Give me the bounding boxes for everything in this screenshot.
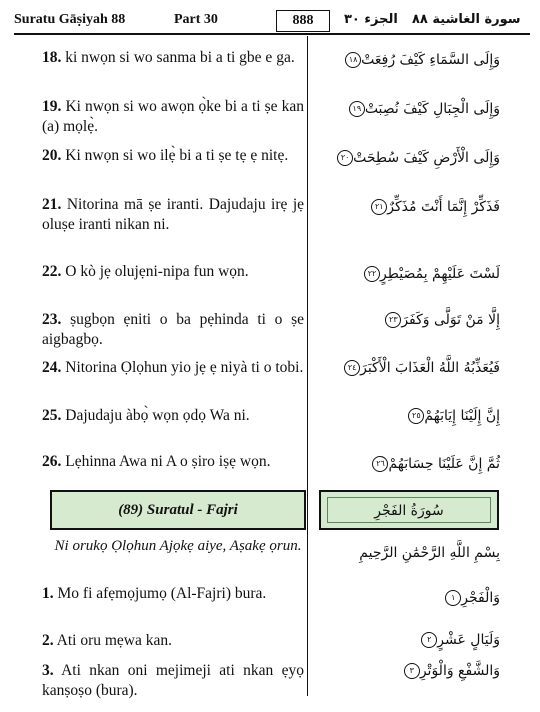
- verse-text: Mo fi afẹmọjumọ (Al-Fajri) bura.: [57, 585, 267, 602]
- arabic-verse-26: [370, 456, 500, 472]
- arabic-text: فَيُعَذِّبُهُ اللَّهُ الْعَذَابَ الْأَكْبَرَ: [360, 360, 500, 376]
- verse-text: Dajudaju àbọ̀ wọn ọdọ Wa ni.: [65, 407, 250, 424]
- verse-number: 24.: [42, 359, 62, 376]
- verse-end-marker: ٢: [421, 632, 437, 648]
- verse-end-marker: ١٨: [345, 52, 361, 68]
- verse-number: 25.: [42, 407, 62, 424]
- arabic-text: لَسْتَ عَلَيْهِمْ بِمُصَيْطِرٍ: [380, 266, 500, 282]
- arabic-text: وَلَيَالٍ عَشْرٍ: [437, 632, 500, 648]
- verse-end-marker: ٢٦: [372, 456, 388, 472]
- verse-end-marker: ٢٢: [364, 266, 380, 282]
- basmala-translation: Ni orukọ Ọlọhun Ajọkẹ aiye, Aṣakẹ ọrun.: [54, 538, 302, 554]
- arabic-text: وَالْفَجْرِ: [461, 590, 500, 606]
- arabic-verse-25: [406, 408, 500, 424]
- page-number: 888: [276, 10, 330, 32]
- column-divider: [307, 36, 308, 696]
- sura-title: (89) Suratul - Fajri: [118, 502, 238, 518]
- verse-number: 18.: [42, 49, 62, 66]
- verse-number: 21.: [42, 196, 62, 213]
- fajr-verse-2: [42, 631, 304, 651]
- verse-22: [42, 262, 304, 282]
- verse-number: 1.: [42, 585, 54, 602]
- verse-end-marker: ٣: [404, 663, 420, 679]
- verse-text: Ki nwọn si wo awọn ọ̀ke bi a ti ṣe kan (a) mọlẹ̀.: [42, 98, 304, 135]
- verse-number: 3.: [42, 662, 54, 679]
- verse-text: ṣugbọn ẹniti o ba pẹhinda ti o ṣe aigbagbọ.: [42, 311, 304, 348]
- arabic-text: وَإِلَى السَّمَاءِ كَيْفَ رُفِعَتْ: [361, 52, 500, 68]
- arabic-verse-21: [369, 199, 500, 215]
- verse-number: 20.: [42, 147, 62, 164]
- verse-end-marker: ٢٤: [344, 360, 360, 376]
- page-header: [14, 10, 530, 34]
- header-arabic-part: الجزء ٣٠: [344, 12, 398, 27]
- header-arabic-title: سورة الغاشية ٨٨: [412, 12, 521, 27]
- verse-number: 22.: [42, 263, 62, 280]
- verse-end-marker: ٢٣: [385, 312, 401, 328]
- verse-19: [42, 97, 304, 137]
- header-rule: [14, 33, 530, 35]
- verse-20: [42, 146, 304, 166]
- fajr-verse-3: [42, 661, 304, 701]
- verse-25: [42, 406, 304, 426]
- verse-21: [42, 195, 304, 235]
- arabic-verse-18: [343, 52, 500, 68]
- arabic-verse-22: [362, 266, 500, 282]
- verse-number: 2.: [42, 632, 54, 649]
- arabic-sura-title-box: [319, 490, 499, 530]
- arabic-text: إِنَّ إِلَيْنَا إِيَابَهُمْ: [424, 408, 500, 424]
- verse-23: [42, 310, 304, 350]
- verse-text: ki nwọn si wo sanma bi a ti gbe e ga.: [65, 49, 295, 66]
- verse-end-marker: ٢٥: [408, 408, 424, 424]
- basmala-arabic: بِسْمِ اللَّهِ الرَّحْمَٰنِ الرَّحِيمِ: [359, 545, 500, 561]
- verse-end-marker: ٢١: [371, 199, 387, 215]
- verse-number: 23.: [42, 311, 62, 328]
- verse-end-marker: ١٩: [349, 101, 365, 117]
- verse-number: 26.: [42, 453, 62, 470]
- header-sura-title: Suratu Gāṣiyah 88: [14, 12, 126, 27]
- header-part: Part 30: [174, 12, 218, 27]
- verse-text: Ki nwọn si wo ilẹ̀ bi a ti ṣe tẹ ẹ nitẹ.: [65, 147, 289, 164]
- arabic-verse-19: [347, 101, 500, 117]
- arabic-text: وَإِلَى الْأَرْضِ كَيْفَ سُطِحَتْ: [353, 150, 500, 166]
- arabic-text: ثُمَّ إِنَّ عَلَيْنَا حِسَابَهُمْ: [388, 456, 500, 472]
- arabic-text: وَإِلَى الْجِبَالِ كَيْفَ نُصِبَتْ: [364, 101, 500, 117]
- arabic-text: وَالشَّفْعِ وَالْوَتْرِ: [419, 663, 500, 679]
- verse-text: Lẹhinna Awa ni A o ṣiro iṣẹ wọn.: [65, 453, 271, 470]
- verse-text: Nitorina mā ṣe iranti. Dajudaju irẹ jẹ oluṣe iranti nikan ni.: [42, 196, 305, 233]
- arabic-verse-20: [335, 150, 500, 166]
- arabic-text: إِلَّا مَنْ تَوَلَّى وَكَفَرَ: [401, 312, 500, 328]
- verse-text: Nitorina Ọlọhun yio jẹ ẹ niyà ti o tobi.: [65, 359, 304, 376]
- verse-number: 19.: [42, 98, 62, 115]
- verse-text: Ati nkan oni mejimeji ati nkan ẹyọ kanṣoṣo (bura).: [42, 662, 304, 699]
- verse-text: Ati oru mẹwa kan.: [56, 632, 173, 649]
- arabic-fajr-verse-2: [419, 632, 500, 648]
- verse-end-marker: ٢٠: [337, 150, 353, 166]
- arabic-text: فَذَكِّرْ إِنَّمَا أَنْتَ مُذَكِّرٌ: [387, 199, 500, 215]
- arabic-verse-24: [342, 360, 500, 376]
- verse-26: [42, 452, 304, 472]
- sura-title-banner: [50, 490, 306, 530]
- verse-18: [42, 48, 304, 68]
- verse-text: O kò jẹ olujẹni-nipa fun wọn.: [65, 263, 249, 280]
- arabic-fajr-verse-1: [443, 590, 500, 606]
- fajr-verse-1: [42, 584, 304, 604]
- arabic-sura-title: سُورَةُ الفَجْرِ: [327, 497, 491, 523]
- verse-24: [42, 358, 304, 378]
- arabic-fajr-verse-3: [402, 663, 500, 679]
- arabic-verse-23: [383, 312, 500, 328]
- verse-end-marker: ١: [445, 590, 461, 606]
